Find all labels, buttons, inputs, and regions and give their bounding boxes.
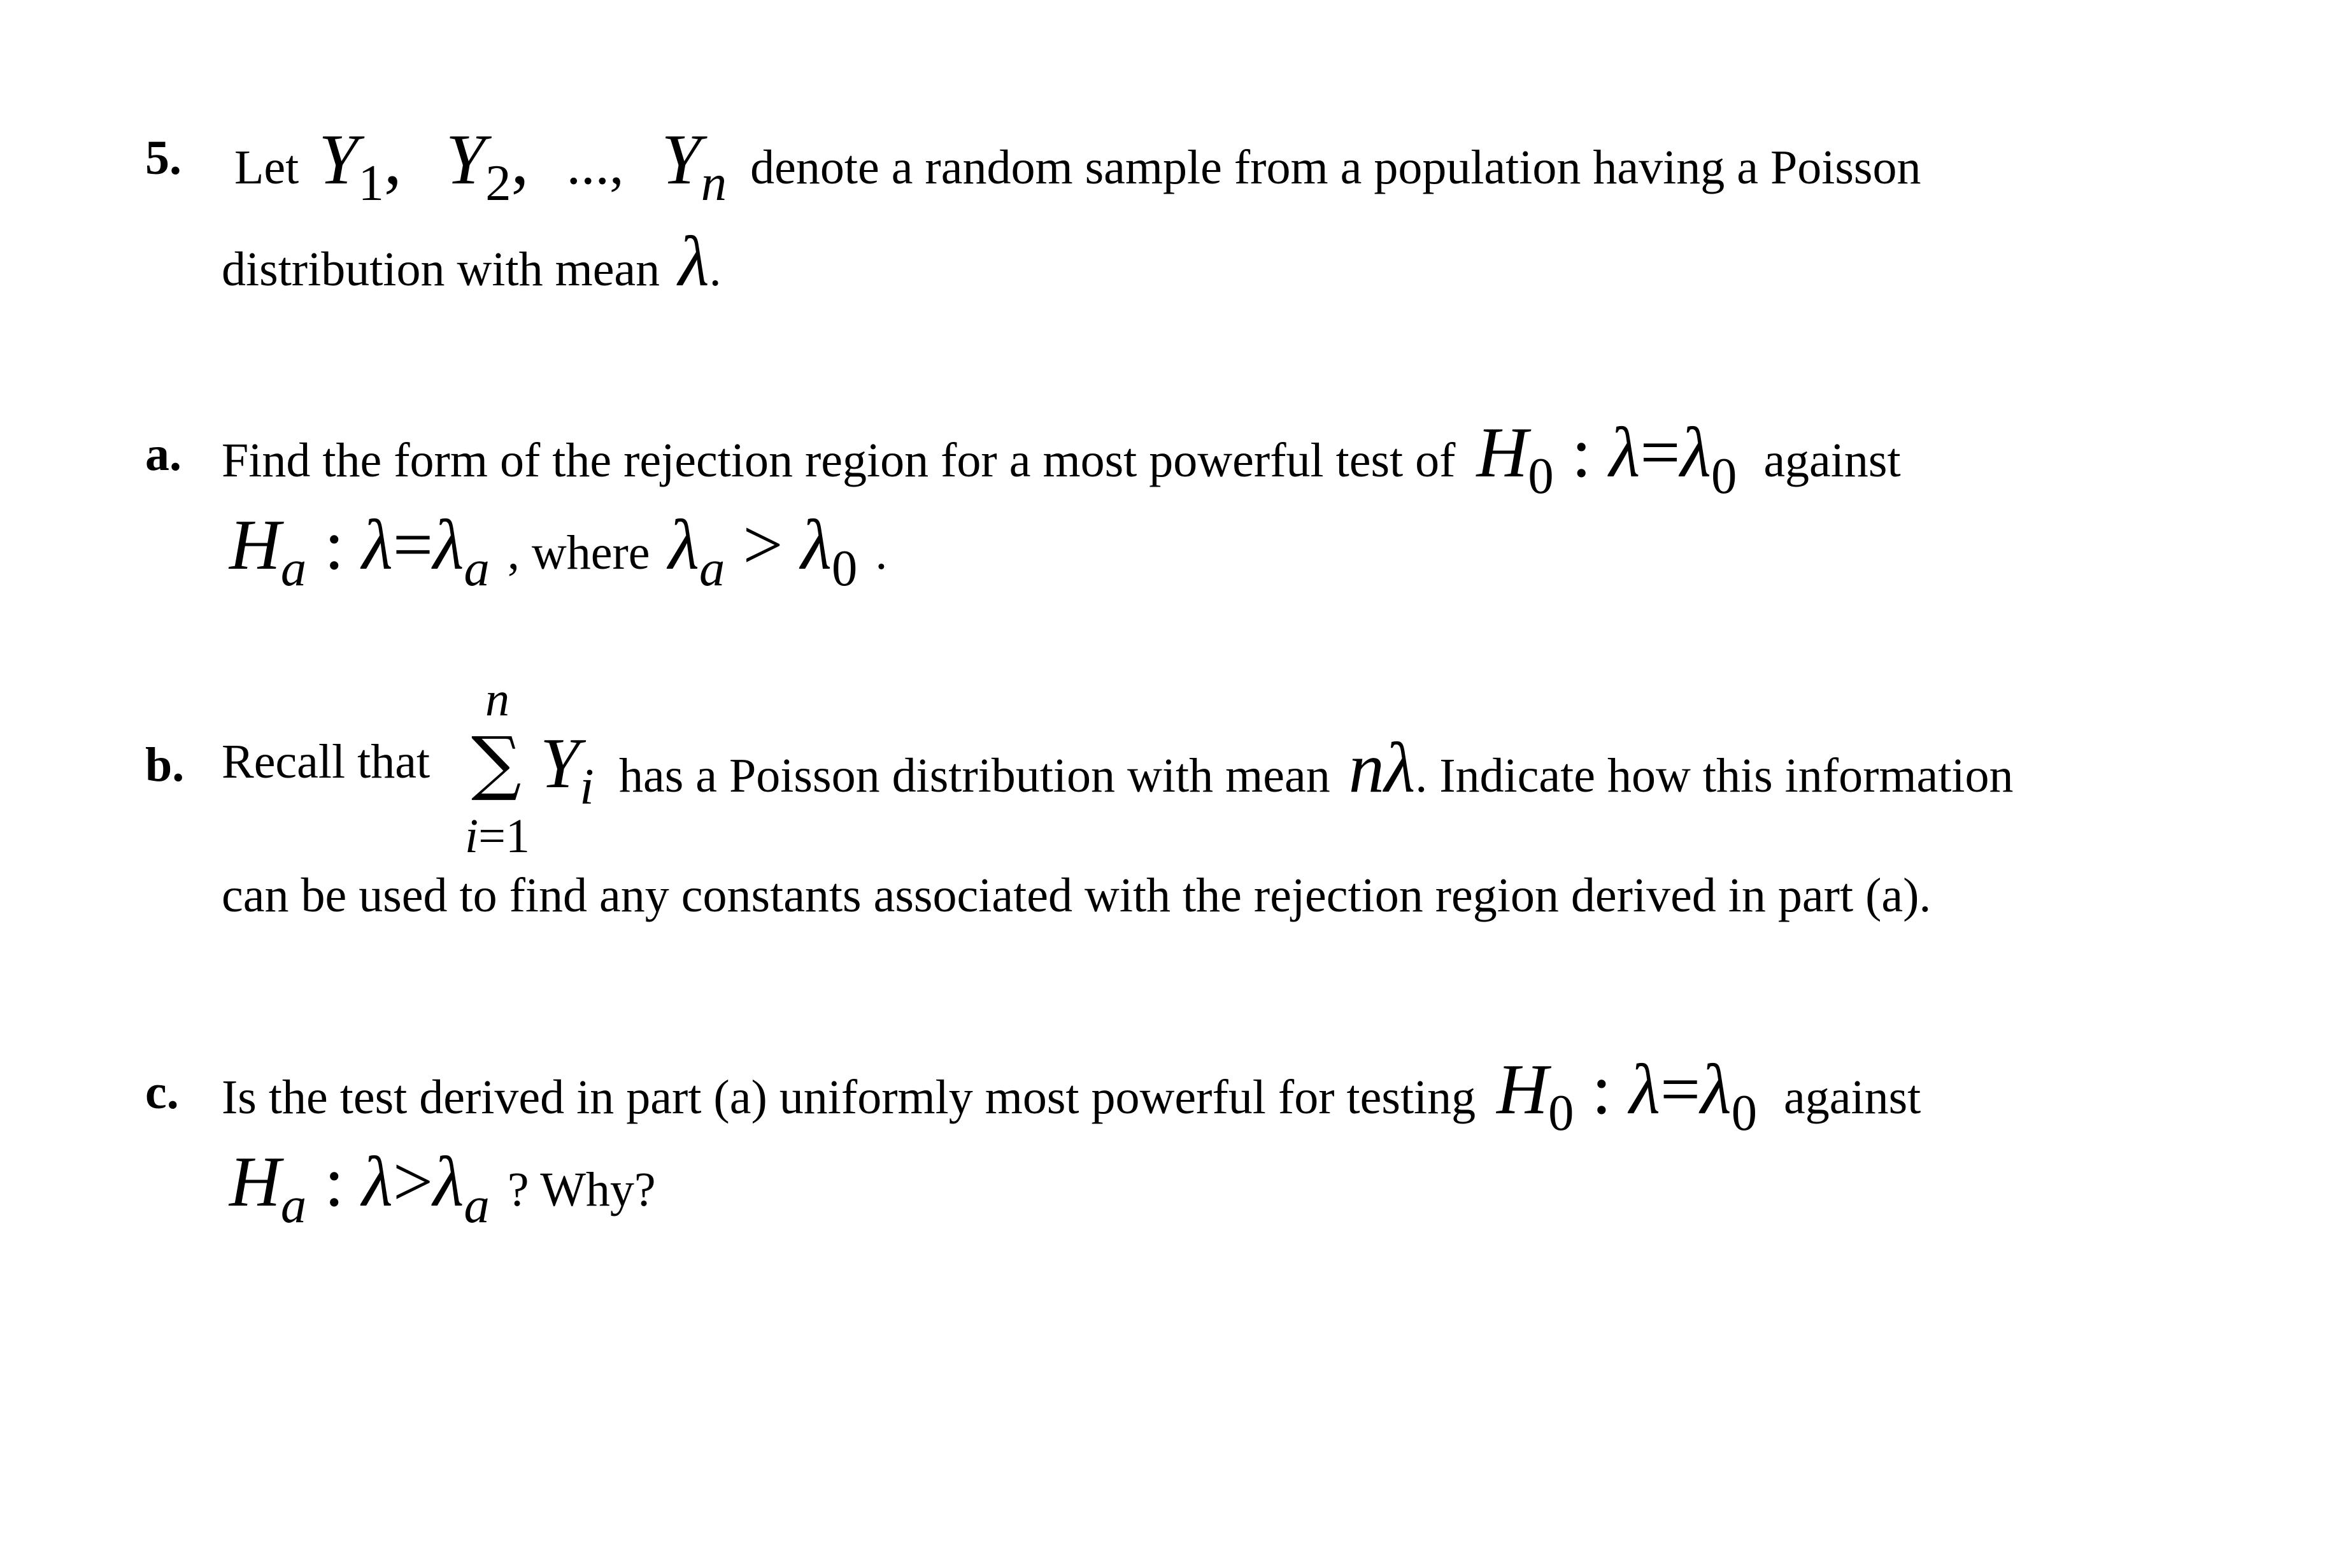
summation-lower-limit: i=1 bbox=[465, 809, 530, 863]
against-word-c: against bbox=[1784, 1071, 1921, 1124]
summation-upper-limit: n bbox=[485, 673, 509, 726]
part-a-line1: Find the form of the rejection region for a most powerful test of $H_0$ : $\lambda=\lambda_0$ against bbox=[222, 413, 1901, 504]
summation bbox=[465, 672, 599, 863]
sigma-icon: ∑ bbox=[471, 722, 522, 803]
part-c-line1: Is the test derived in part (a) uniformly most powerful for testing $H_0$ : $\lambda=\lambda_0$ against bbox=[222, 1050, 1921, 1141]
n-lambda: nλ bbox=[1348, 729, 1416, 808]
sample-y1: $Y_1$ bbox=[318, 120, 384, 211]
part-c-label: c. bbox=[145, 1066, 179, 1119]
h0-hypothesis: $H_0$ : $\lambda=\lambda_0$ bbox=[1476, 413, 1737, 504]
against-word: against bbox=[1763, 434, 1901, 487]
part-b-recall: Recall that bbox=[222, 735, 430, 788]
ellipsis: ..., bbox=[566, 133, 624, 196]
let-word: Let bbox=[234, 141, 299, 194]
ha-hypothesis: $H_a$ : $\lambda=\lambda_a$ bbox=[229, 506, 490, 597]
lambda-symbol: λ bbox=[678, 222, 709, 301]
lambda-a-gt-lambda-0: $\lambda_a > \lambda_0$ bbox=[668, 506, 858, 597]
h0-hypothesis-c: $H_0$ : $\lambda=\lambda_0$ bbox=[1497, 1050, 1758, 1141]
part-c-line2: $H_a$ : $\lambda>\lambda_a$ ? Why? bbox=[229, 1143, 656, 1234]
part-b-line1-rest: has a Poisson distribution with mean nλ. Indicate how this information bbox=[619, 729, 2014, 808]
sample-y2: $Y_2$ bbox=[445, 120, 511, 211]
ha-hypothesis-c: $H_a$ : $\lambda>\lambda_a$ bbox=[229, 1143, 490, 1234]
intro-text: denote a random sample from a population having a Poisson bbox=[750, 141, 1921, 194]
part-a-label: a. bbox=[145, 427, 181, 481]
problem-number: 5. bbox=[145, 131, 181, 185]
part-b-line2: can be used to find any constants associated with the rejection region derived in part (a). bbox=[222, 869, 1932, 922]
part-a-line2: $H_a$ : $\lambda=\lambda_a$ , where $\lambda_a > \lambda_0$ . bbox=[229, 506, 888, 597]
problem-intro-line1: Let $Y_1$, $Y_2$, ..., $Y_n$ denote a random sample from a population having a Poisson bbox=[234, 120, 1921, 211]
summand-yi: $Y_i$ bbox=[540, 724, 594, 815]
part-b-label: b. bbox=[145, 738, 185, 792]
sample-yn: $Y_n$ bbox=[661, 120, 727, 211]
problem-intro-line2: distribution with mean λ. bbox=[222, 222, 722, 301]
